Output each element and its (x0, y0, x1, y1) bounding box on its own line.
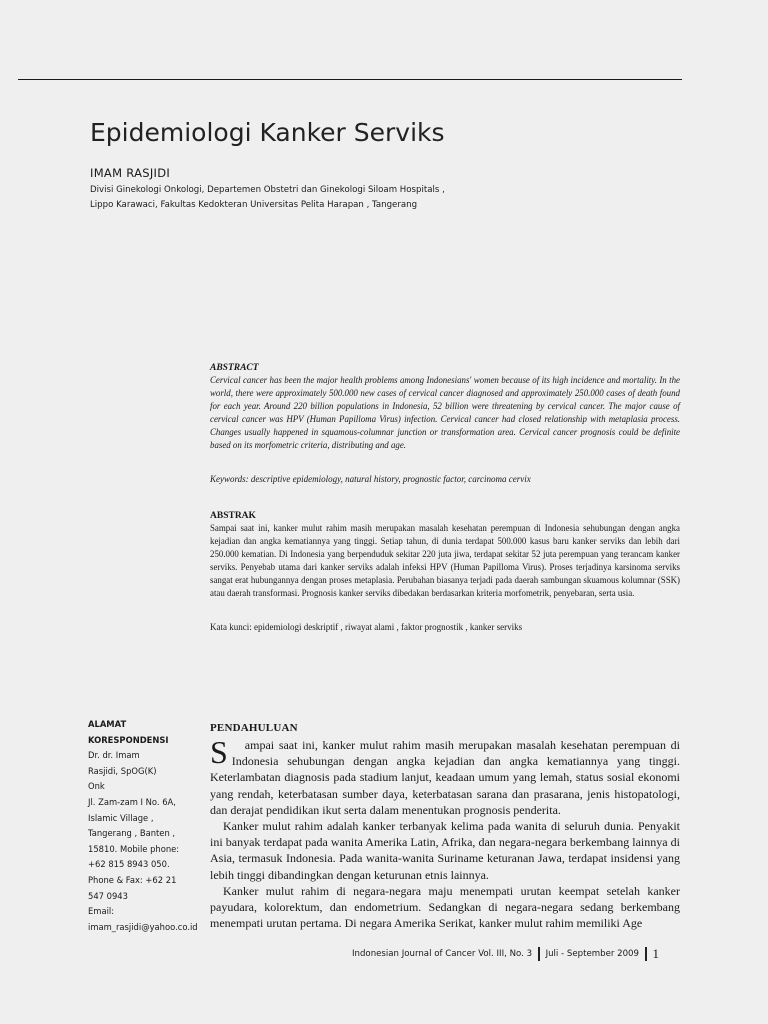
page-number: 1 (652, 946, 659, 961)
correspondence-line: Dr. dr. Imam (88, 750, 140, 761)
kata-kunci: Kata kunci: epidemiologi deskriptif , riwayat alami , faktor prognostik , kanker serviks (210, 622, 523, 632)
page-footer (352, 946, 659, 962)
paragraph-1 (210, 734, 680, 818)
correspondence-line: Islamic Village , (88, 812, 154, 823)
main-body (210, 722, 680, 931)
correspondence-line: +62 815 8943 050. (88, 859, 170, 870)
journal-name: Indonesian Journal of Cancer Vol. III, No. 3 (352, 949, 533, 959)
abstract-english (210, 363, 680, 452)
correspondence-line: Phone & Fax: +62 21 (88, 874, 177, 885)
footer-separator (645, 947, 647, 961)
abstrak-text: Sampai saat ini, kanker mulut rahim masih merupakan masalah kesehatan perempuan di Indonesia sehubungan dengan angka kejadian dan angka kematiannya yang tinggi. Setiap tahun, di dunia terdapat 500.000 kasus baru kanker serviks dan lebih dari 250.000 kematian. Di Indonesia yang berpenduduk sekitar 220 juta jiwa, terdapat sekitar 52 juta perempuan yang terancam kanker serviks. Penyebab utama dari kanker serviks adalah infeksi HPV (Human Papilloma Virus). Proses terjadinya karsinoma serviks sangat erat hubungannya dengan proses metaplasia. Perubahan biasanya terjadi pada daerah sambungan skuamous kolumnar (SSK) atau daerah transformasi. Prognosis kanker serviks dibedakan berdasarkan kriteria morfometrik, penyebaran, serta usia. (210, 523, 680, 598)
correspondence-line: Jl. Zam-zam I No. 6A, (88, 796, 176, 807)
issue-date: Juli - September 2009 (545, 949, 639, 959)
footer-separator (538, 947, 540, 961)
correspondence-line: Rasjidi, SpOG(K) (88, 765, 157, 776)
affiliation-line-2: Lippo Karawaci, Fakultas Kedokteran Universitas Pelita Harapan , Tangerang (90, 200, 418, 210)
correspondence-line: 547 0943 (88, 890, 128, 901)
correspondence-label-2: KORESPONDENSI (88, 734, 169, 745)
paragraph-3: Kanker mulut rahim di negara-negara maju menempati urutan keempat setelah kanker payudara, kolorektum, dan endometrium. Sedangkan di negara-negara sedang berkembang menempati urutan pertama. Di negara Amerika Serikat, kanker mulut rahim memiliki Age (210, 883, 680, 931)
section-heading: PENDAHULUAN (210, 722, 298, 734)
affiliation-line-1: Divisi Ginekologi Onkologi, Departemen Obstetri dan Ginekologi Siloam Hospitals , (90, 185, 445, 195)
article-title: Epidemiologi Kanker Serviks (90, 118, 445, 147)
top-rule (18, 79, 682, 80)
correspondence-line: Email: (88, 906, 115, 917)
abstract-indonesian (210, 511, 680, 600)
abstrak-heading: ABSTRAK (210, 511, 256, 521)
correspondence-sidebar (88, 717, 200, 935)
paragraph-2: Kanker mulut rahim adalah kanker terbanyak kelima pada wanita di seluruh dunia. Penyakit ini banyak terdapat pada wanita Amerika Latin, Afrika, dan negara-negara berkembang lainnya di Asia, termasuk Indonesia. Pada wanita-wanita Suriname keturanan Jawa, terdapat insidensi yang lebih tinggi dibandingkan dengan keturunan etnis lainnya. (210, 819, 680, 882)
correspondence-line: 15810. Mobile phone: (88, 843, 180, 854)
keywords: Keywords: descriptive epidemiology, natural history, prognostic factor, carcinoma cervix (210, 474, 531, 484)
drop-cap: S (210, 734, 228, 770)
author-name: IMAM RASJIDI (90, 166, 171, 180)
abstract-heading: ABSTRACT (210, 363, 259, 373)
abstract-text: Cervical cancer has been the major health problems among Indonesians' women because of its high incidence and mortality. In the world, there were approximately 500.000 new cases of cervical cancer diagnosed and approximately 250.000 cases of death found for each year. Around 220 billion populations in Indonesia, 52 billion were threatening by cervical cancer. The major cause of cervical cancer was HPV (Human Papilloma Virus) infection. Cervical cancer had closed relationship with metaplasia process. Changes usually happened in squamous-columnar junction or transformation area. Cervical cancer prognosis could be definite based on its morfometric criteria, distributing and age. (210, 375, 680, 450)
correspondence-line: Onk (88, 781, 105, 792)
paragraph-1-text: ampai saat ini, kanker mulut rahim masih merupakan masalah kesehatan perempuan di Indonesia sehubungan dengan angka kejadian dan angka kematiannya yang tinggi. Keterlambatan diagnosis pada stadium lanjut, keadaan umum yang lemah, status sosial ekonomi yang rendah, keterbatasan sumber daya, keterbatasan sarana dan prasarana, jenis histopatologi, dan derajat pendidikan ikut serta dalam menentukan prognosis penderita. (210, 738, 680, 817)
correspondence-email: imam_rasjidi@yahoo.co.id (88, 921, 198, 932)
correspondence-label-1: ALAMAT (88, 719, 127, 729)
correspondence-line: Tangerang , Banten , (88, 828, 176, 839)
